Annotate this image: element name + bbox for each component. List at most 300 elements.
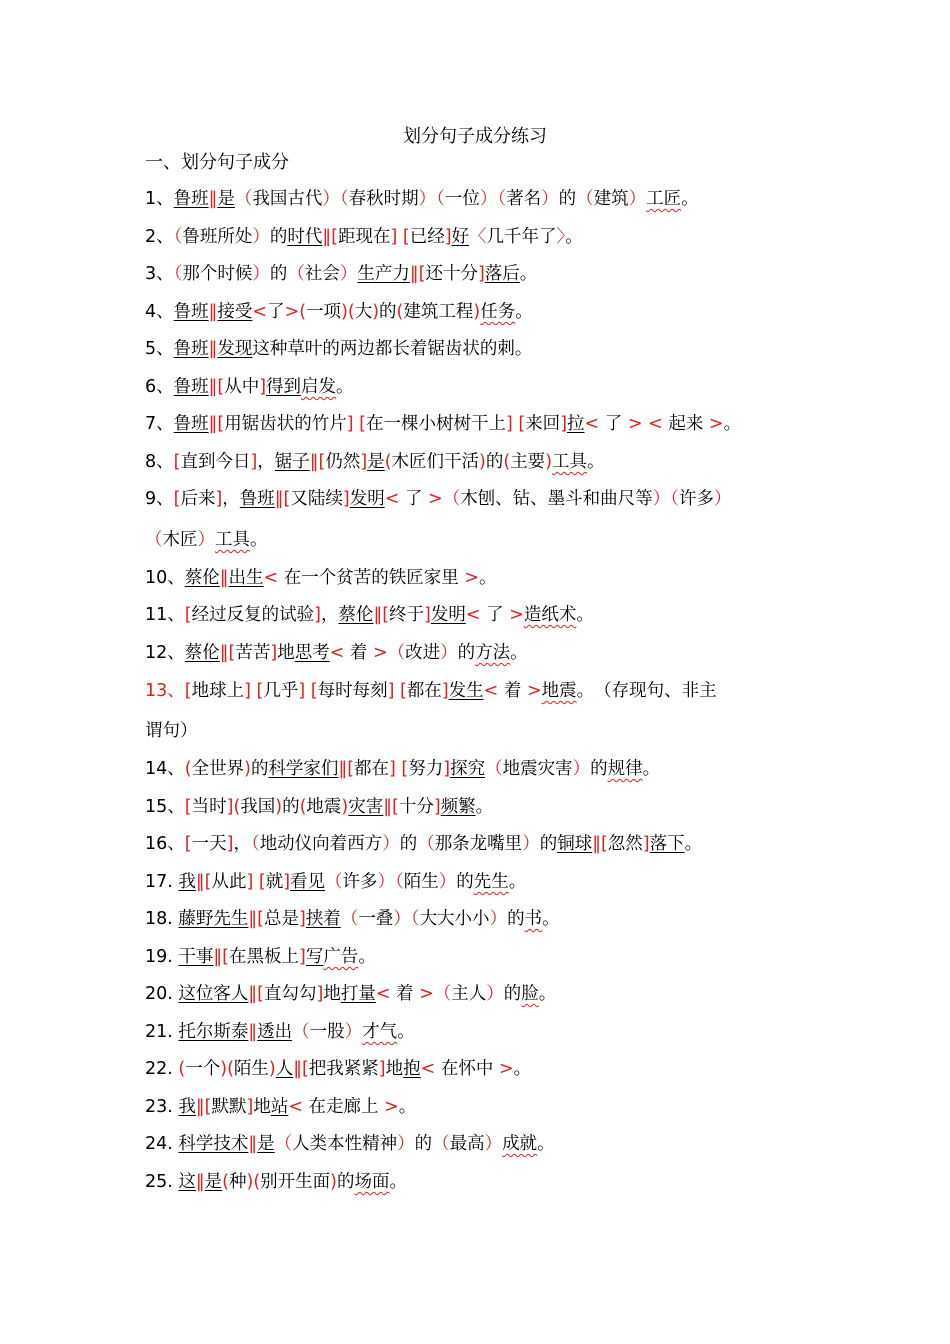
sentence-text: 的 [379,302,397,322]
sentence-text: 。 [542,909,560,929]
sentence-text: 直勾勾 [263,984,317,1004]
exercise-line [145,869,825,895]
sentence-marker: ‖ [208,339,218,359]
sentence-marker: [ [184,834,192,854]
sentence-text: 的 [456,872,474,892]
exercise-line [145,411,825,437]
sentence-text: 经过反复的试验 [191,605,315,625]
sentence-marker: ) [330,1172,337,1192]
sentence-marker: [ [258,872,266,892]
sentence-text: 的 [336,1172,355,1192]
underlined-component: 鲁班 [173,302,209,322]
sentence-marker: （ [433,984,452,1004]
sentence-text: ， [257,452,275,472]
sentence-marker: ) [268,1059,276,1079]
sentence-text: 。 [479,568,497,588]
sentence-marker: [ [318,452,326,472]
sentence-marker: ] [316,984,324,1004]
sentence-marker: ） [486,984,504,1004]
sentence-marker: [ [217,414,225,434]
exercise-line [145,1169,825,1195]
sentence-text: 主人 [451,984,487,1004]
sentence-marker: ） [489,909,508,929]
sentence-text: 几千年了 [486,227,557,247]
sentence-marker: （ [340,909,359,929]
sentence-text: 木刨、钻、墨斗和曲尺等 [460,489,653,509]
sentence-marker: ] [226,834,234,854]
underlined-component: 蔡伦 [184,643,220,663]
sentence-text: 主要 [510,452,546,472]
sentence-text: 了 [399,489,429,509]
sentence-text: 着 [390,984,420,1004]
sentence-marker: [ [184,605,192,625]
sentence-marker: [ [392,797,399,817]
sentence-marker: ） [572,759,591,779]
exercise-line [145,299,825,325]
sentence-marker: ) [479,452,486,472]
sentence-marker: > [428,489,443,509]
sentence-text: 18. [145,909,179,929]
sentence-marker: ‖ [248,984,258,1004]
sentence-marker: ） [339,264,358,284]
sentence-marker: ( [184,759,192,779]
sentence-text: 的 [590,759,608,779]
sentence-marker: ‖ [338,759,348,779]
sentence-text: 一个 [185,1059,221,1079]
sentence-text: 23. [145,1097,179,1117]
sentence-marker: （ [287,264,305,284]
underlined-component: 得到 [266,377,302,397]
sentence-marker: [ [401,759,409,779]
sentence-marker: ） [628,189,647,209]
exercise-line [145,831,825,857]
underlined-component: 发生 [448,681,484,701]
sentence-marker: ‖ [383,797,392,817]
sentence-text: 。 [515,302,533,322]
sentence-text: 木匠们干活 [391,452,480,472]
sentence-marker: [ [331,227,338,247]
object-component: 造纸术 [523,605,577,625]
sentence-text: 春秋时期 [348,189,419,209]
sentence-text: 人类本性精神 [292,1134,398,1154]
sentence-marker: [ [204,872,212,892]
underlined-component: 挟着 [305,909,341,929]
sentence-text: 3、 [145,264,174,284]
exercise-line [145,1019,825,1045]
underlined-component: 蔡伦 [184,568,220,588]
underlined-component: 鲁班 [173,377,209,397]
sentence-marker: > [708,414,724,434]
sentence-text: 地动仪向着西方 [259,834,383,854]
sentence-text: 22. [145,1059,179,1079]
sentence-text: 25. [145,1172,179,1192]
sentence-marker: [ [184,681,192,701]
sentence-text: 努力 [408,759,444,779]
sentence-text: 一位 [444,189,480,209]
sentence-text: 把我紧紧 [308,1059,379,1079]
sentence-marker: < [375,984,391,1004]
sentence-text: 21. [145,1022,179,1042]
underlined-component: 鲁班 [173,189,209,209]
sentence-marker: [ [228,643,236,663]
exercise-line [145,944,825,970]
sentence-text: 5、 [145,339,174,359]
underlined-component: 发明 [430,605,466,625]
sentence-text: 就 [265,872,284,892]
sentence-text: 14、 [145,759,185,779]
sentence-text: 大 [354,302,373,322]
sentence-text: 地球上 [191,681,245,701]
underlined-component: 打量 [340,984,376,1004]
sentence-marker: ] [390,227,398,247]
underlined-component: 锯子 [274,452,310,472]
object-component: 方法 [475,643,511,663]
sentence-marker: （ [250,834,260,854]
sentence-text: 在一棵小树树干上 [365,414,506,434]
sentence-marker: （ [442,489,461,509]
underlined-component: 是 [204,1172,223,1192]
exercise-line [145,906,825,932]
sentence-text: 别开生面 [260,1172,331,1192]
sentence-text: 还十分 [425,264,478,284]
sentence-marker: > [464,568,479,588]
sentence-marker: ] [259,377,267,397]
object-component: 成就 [502,1134,538,1154]
sentence-text: 。 [389,1172,407,1192]
underlined-component: 思考 [294,643,330,663]
sentence-text: 忽然 [607,834,643,854]
object-component: 书 [524,909,543,929]
sentence-marker: ） [382,834,400,854]
sentence-text: 大大小小 [419,909,490,929]
sentence-marker: ( [233,797,241,817]
underlined-component: 是 [367,452,385,472]
sentence-marker: [ [382,605,390,625]
sentence-text: 鲁班所处 [182,227,253,247]
sentence-marker: > [419,984,434,1004]
exercise-line [145,981,825,1007]
sentence-marker: ] [505,414,513,434]
object-component: 任务 [480,302,516,322]
sentence-text: 了 [267,302,285,322]
sentence-text: 24. [145,1134,179,1154]
underlined-component: 频繁 [440,797,476,817]
underlined-component: 我 [178,872,196,892]
underlined-component: 科学技术 [178,1134,249,1154]
sentence-marker: [ [402,227,410,247]
underlined-component: 托尔斯泰 [178,1022,249,1042]
sentence-text: 11、 [145,605,185,625]
sentence-marker: ( [299,302,307,322]
sentence-marker: ）（ [652,489,679,509]
sentence-marker: < [648,414,663,434]
sentence-text: 种 [228,1172,247,1192]
sentence-text: 当时 [191,797,227,817]
sentence-text: 着 [498,681,527,701]
sentence-text: 起来 [662,414,709,434]
sentence-marker: ] [360,452,368,472]
sentence-text: 每时每刻 [317,681,388,701]
sentence-marker: ) [341,302,348,322]
object-component: 场面 [354,1172,390,1192]
sentence-text: 1、 [145,189,174,209]
sentence-marker: ) [246,1172,254,1192]
sentence-marker: ） [252,264,270,284]
sentence-marker: ] [444,227,452,247]
sentence-marker: （ [145,530,163,550]
sentence-text: 8、 [145,452,174,472]
sentence-text: 9、 [145,489,174,509]
sentence-text: 2、 [145,227,174,247]
underlined-component: 灾害 [348,797,384,817]
sentence-text: 。 [723,414,742,434]
sentence-marker: （ [274,1134,293,1154]
underlined-component: 铜球 [557,834,593,854]
exercise-line [145,374,825,400]
sentence-text: 又陆续 [290,489,343,509]
sentence-text: 20. [145,984,179,1004]
sentence-text: 4、 [145,302,174,322]
sentence-marker: ] [441,681,449,701]
sentence-text: 建筑 [593,189,629,209]
sentence-text: 的 [507,909,525,929]
sentence-text: 陌生 [233,1059,269,1079]
sentence-text: 那个时候 [182,264,253,284]
sentence-text: 许多 [342,872,378,892]
sentence-text: 。 [250,530,268,550]
object-component: 工具 [215,530,250,550]
underlined-component: 科学家们 [268,759,339,779]
sentence-marker: ) [275,797,283,817]
sentence-text: 。 [576,605,594,625]
sentence-text: 这种草叶的两边都长着锯齿状的刺 [252,339,515,359]
underlined-component: 抱 [403,1059,421,1079]
sentence-text: 7、 [145,414,174,434]
sentence-marker: < [584,414,600,434]
underlined-component: 蔡伦 [338,605,374,625]
exercise-line [145,1056,825,1082]
sentence-marker: ( [384,452,392,472]
sentence-marker: ‖ [219,568,229,588]
sentence-text: 。 [513,1059,532,1079]
sentence-text: 15、 [145,797,185,817]
sentence-marker: ‖ [208,189,218,209]
sentence-text: 的 [558,189,577,209]
sentence-text: 来回 [525,414,561,434]
exercise-line [145,486,825,512]
sentence-marker: ）（ [418,189,445,209]
sentence-marker: ‖ [373,605,383,625]
sentence-marker: （ [173,227,183,247]
sentence-marker: （ [485,759,503,779]
underlined-component: 拉 [567,414,585,434]
sentence-marker: ] [389,759,396,779]
sentence-text: 用锯齿状的竹片 [224,414,347,434]
sentence-text: 已经 [409,227,445,247]
sentence-marker: ] [314,605,321,625]
sentence-marker: ] [346,414,354,434]
sentence-marker: ] [270,643,278,663]
sentence-marker: ‖ [195,1097,205,1117]
sentence-text: 。 [684,834,703,854]
sentence-marker: ] [298,681,306,701]
sentence-text: 地震 [306,797,342,817]
exercise-line [145,261,825,287]
sentence-marker: ‖ [195,872,205,892]
sentence-marker: ‖ [208,377,218,397]
sentence-marker: > [526,681,542,701]
sentence-marker: ] [244,681,251,701]
sentence-marker: ( [253,1172,261,1192]
sentence-text: 从此 [211,872,247,892]
underlined-component: 写 [305,947,324,967]
sentence-text: 谓句） [145,721,198,741]
sentence-marker: 〉 [556,227,566,247]
sentence-marker: [ [222,947,229,967]
sentence-text: 的 [539,834,558,854]
sentence-text: 了 [599,414,628,434]
sentence-text: 的 [414,1134,433,1154]
underlined-component: 生产力 [357,264,410,284]
sentence-marker: ( [299,797,307,817]
sentence-marker: ） [438,872,457,892]
underlined-component: 人 [275,1059,294,1079]
page-title: 划分句子成分练习 [403,126,547,147]
sentence-marker: （ [292,1022,310,1042]
sentence-marker: ] [226,797,234,817]
exercise-line [145,224,825,250]
sentence-marker: ‖ [248,909,258,929]
sentence-text: 。 （存现句、非主 [576,681,717,701]
exercise-line [145,602,825,628]
sentence-marker: （ [325,872,343,892]
sentence-marker: > [284,302,300,322]
sentence-text: 最高 [449,1134,485,1154]
sentence-marker: [ [283,489,291,509]
sentence-text: 木匠 [162,530,198,550]
sentence-marker: ] [342,489,350,509]
sentence-text: 我国 [240,797,276,817]
sentence-text: 都在 [354,759,390,779]
sentence-text: 苦苦 [235,643,271,663]
sentence-marker: ）（ [377,872,404,892]
sentence-text: 许多 [678,489,714,509]
sentence-marker: [ [173,452,181,472]
underlined-component: 发明 [349,489,385,509]
sentence-text: 的 [503,984,522,1004]
sentence-marker: ‖ [248,1022,258,1042]
sentence-marker: ( [227,1059,234,1079]
sentence-marker: ) [220,1059,228,1079]
sentence-marker: ] [443,759,451,779]
sentence-marker: < [483,681,499,701]
sentence-marker: （ [417,834,435,854]
sentence-marker: [ [257,984,264,1004]
sentence-text: 。 [508,872,527,892]
sentence-marker: ) [545,452,553,472]
sentence-text: 。 [538,984,557,1004]
exercise-line [145,1094,825,1120]
object-component: 才气 [362,1022,398,1042]
sentence-text: 。 [537,1134,555,1154]
sentence-text: 仍然 [325,452,361,472]
sentence-marker: ‖ [409,264,419,284]
sentence-marker: （ [432,1134,450,1154]
sentence-marker: [ [347,759,355,779]
sentence-marker: ‖ [322,227,332,247]
object-component: 工匠 [646,189,682,209]
sentence-marker: ] [246,872,254,892]
underlined-component: 发现 [217,339,253,359]
sentence-marker: ] [378,1059,386,1079]
sentence-text: 我国古代 [252,189,323,209]
sentence-marker: ( [222,1172,229,1192]
sentence-marker: （ [173,264,183,284]
sentence-marker: < [420,1059,436,1079]
sentence-text: 12、 [145,643,185,663]
sentence-text: ， [222,489,240,509]
object-component: 脸 [521,984,539,1004]
sentence-text: 默默 [211,1097,247,1117]
sentence-marker: [ [418,264,426,284]
sentence-text: 在怀中 [435,1059,499,1079]
object-component: 启发 [301,377,337,397]
underlined-component: 出生 [228,568,264,588]
sentence-marker: [ [310,681,318,701]
underlined-component: 藤野先生 [178,909,249,929]
sentence-text: 在一个贫苦的铁匠家里 [278,568,465,588]
sentence-marker: ] [477,264,485,284]
sentence-marker: ] [424,605,431,625]
underlined-component: 接受 [217,302,253,322]
sentence-marker: ‖ [208,414,218,434]
sentence-marker: ( [396,302,404,322]
object-component: 广告 [323,947,359,967]
sentence-text: 。 [358,947,376,967]
sentence-marker: ] [642,834,650,854]
sentence-marker: （ [576,189,594,209]
sentence-marker: ) [244,759,251,779]
sentence-text: 。 [514,339,533,359]
sentence-marker: ） [713,489,732,509]
sentence-marker: ） [344,1022,363,1042]
exercise-line [145,718,825,744]
sentence-text: 的 [269,227,288,247]
sentence-text: 一项 [306,302,342,322]
underlined-component: 我 [178,1097,196,1117]
sentence-text: 的 [282,797,300,817]
exercise-line [145,1131,825,1157]
sentence-text: 一叠 [358,909,394,929]
sentence-marker: ] [433,797,441,817]
sentence-marker: 13、 [145,681,185,701]
sentence-marker: ）（ [322,189,349,209]
sentence-marker: （ [387,643,406,663]
sentence-marker: < [465,605,481,625]
sentence-text: 地 [277,643,295,663]
sentence-text: 后来 [180,489,216,509]
sentence-text: 。 [587,452,605,472]
sentence-marker: < [252,302,268,322]
sentence-text: 的 [399,834,418,854]
sentence-text: 在黑板上 [228,947,299,967]
sentence-marker: ） [397,1134,415,1154]
sentence-marker: ) [341,797,349,817]
sentence-text: 着 [344,643,373,663]
sentence-marker: （ [234,189,253,209]
sentence-marker: ） [522,834,540,854]
sentence-text: 直到今日 [180,452,251,472]
